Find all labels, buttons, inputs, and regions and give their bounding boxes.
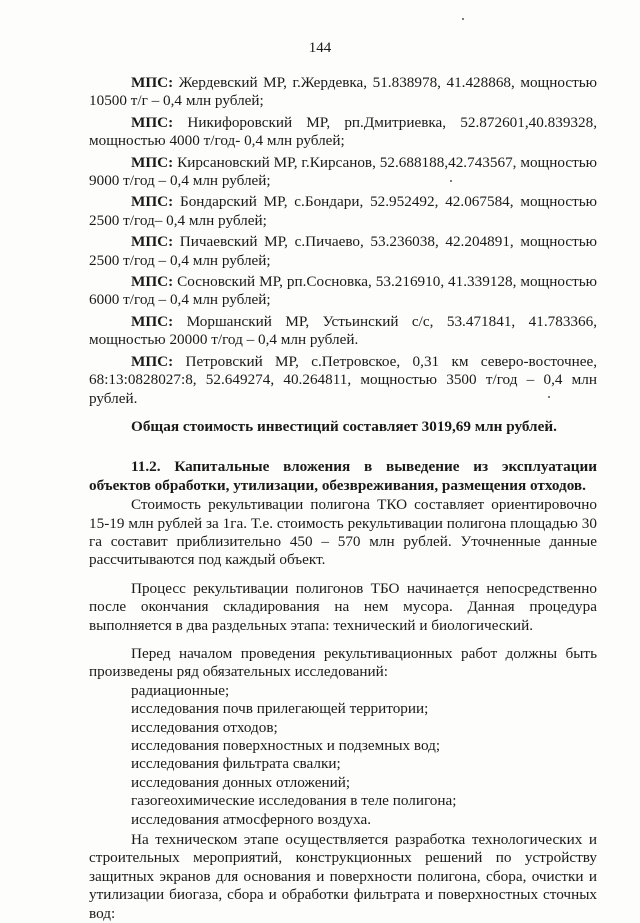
mps-label: МПС: <box>131 113 174 131</box>
mps-text: Никифоровский МР, рп.Дмитриевка, 52.872601,40.839328, мощностью 4000 т/год- 0,4 млн рублей; <box>89 113 597 150</box>
list-item: исследования почв прилегающей территории; <box>131 700 429 718</box>
paragraph-research: Перед началом проведения рекультивационных работ должны быть произведены ряд обязательных исследований: <box>89 644 597 681</box>
mps-text: Петровский МР, с.Петровское, 0,31 км северо-восточнее, 68:13:0828027:8, 52.649274, 40.264811, мощностью 3500 т/год – 0,4 млн рублей. <box>89 352 597 407</box>
list-item: исследования поверхностных и подземных вод; <box>131 737 441 754</box>
mps-item <box>89 233 597 270</box>
list-item: радиационные; <box>131 681 230 699</box>
section-heading: 11.2. Капитальные вложения в выведение из эксплуатации объектов обработки, утилизации, обезвреживания, размещения отходов. <box>89 458 597 494</box>
mps-label: МПС: <box>131 233 174 251</box>
paragraph-cost: Стоимость рекультивации полигона ТКО составляет ориентировочно 15-19 млн рублей за 1га. Т.е. стоимость рекультивации полигона площадью 30 га составит приблизительно 450 – 570 млн рублей. Уточненные данные рассчитываются под каждый объект. <box>89 496 597 569</box>
list-item: исследования атмосферного воздуха. <box>131 810 372 828</box>
mps-text: Кирсановский МР, г.Кирсанов, 52.688188,42.743567, мощностью 9000 т/год – 0,4 млн рублей; <box>89 153 597 190</box>
mps-list <box>89 74 597 408</box>
list-item: исследования фильтрата свалки; <box>131 755 341 773</box>
mps-label: МПС: <box>131 273 174 291</box>
page-number: 144 <box>308 40 332 56</box>
mps-item <box>89 313 597 350</box>
mps-item <box>89 114 597 151</box>
paragraph-process: Процесс рекультивации полигонов ТБО начинается непосредственно после окончания складирования на нем мусора. Данная процедура выполняется в два раздельных этапа: технический и биологический. <box>89 579 597 634</box>
mps-label: МПС: <box>131 312 174 330</box>
mps-text: Сосновский МР, рп.Сосновка, 53.216910, 41.339128, мощностью 6000 т/год – 0,4 млн рублей; <box>89 273 597 309</box>
mps-item <box>89 353 597 408</box>
mps-label: МПС: <box>131 193 174 211</box>
mps-item <box>89 154 597 191</box>
mps-label: МПС: <box>131 352 174 370</box>
mps-text: Пичаевский МР, с.Пичаево, 53.236038, 42.204891, мощностью 2500 т/год – 0,4 млн рублей; <box>89 233 597 269</box>
mps-text: Моршанский МР, Устьинский с/с, 53.471841, 41.783366, мощностью 20000 т/год – 0,4 млн рублей. <box>89 312 597 349</box>
document-body <box>89 74 597 923</box>
paragraph-technical-stage: На техническом этапе осуществляется разработка технологических и строительных мероприятий, конструкционных решений по устройству защитных экранов для основания и поверхности полигона, сбора, очистки и утилизации биогаза, сбора и обработки фильтрата и поверхностных сточных вод: <box>89 831 597 922</box>
total-investment: Общая стоимость инвестиций составляет 3019,69 млн рублей. <box>131 417 557 435</box>
mps-item <box>89 273 597 310</box>
list-item: исследования донных отложений; <box>131 773 351 791</box>
scan-speck <box>462 18 464 20</box>
mps-text: Бондарский МР, с.Бондари, 52.952492, 42.067584, мощностью 2500 т/год– 0,4 млн рублей; <box>89 193 597 229</box>
mps-item <box>89 193 597 230</box>
research-list <box>89 682 597 829</box>
list-item: газогеохимические исследования в теле полигона; <box>131 792 457 810</box>
mps-label: МПС: <box>131 74 174 91</box>
mps-text: Жердевский МР, г.Жердевка, 51.838978, 41.428868, мощностью 10500 т/г – 0,4 млн рублей; <box>89 74 597 110</box>
mps-item <box>89 74 597 111</box>
mps-label: МПС: <box>131 153 174 171</box>
list-item: исследования отходов; <box>131 718 278 736</box>
